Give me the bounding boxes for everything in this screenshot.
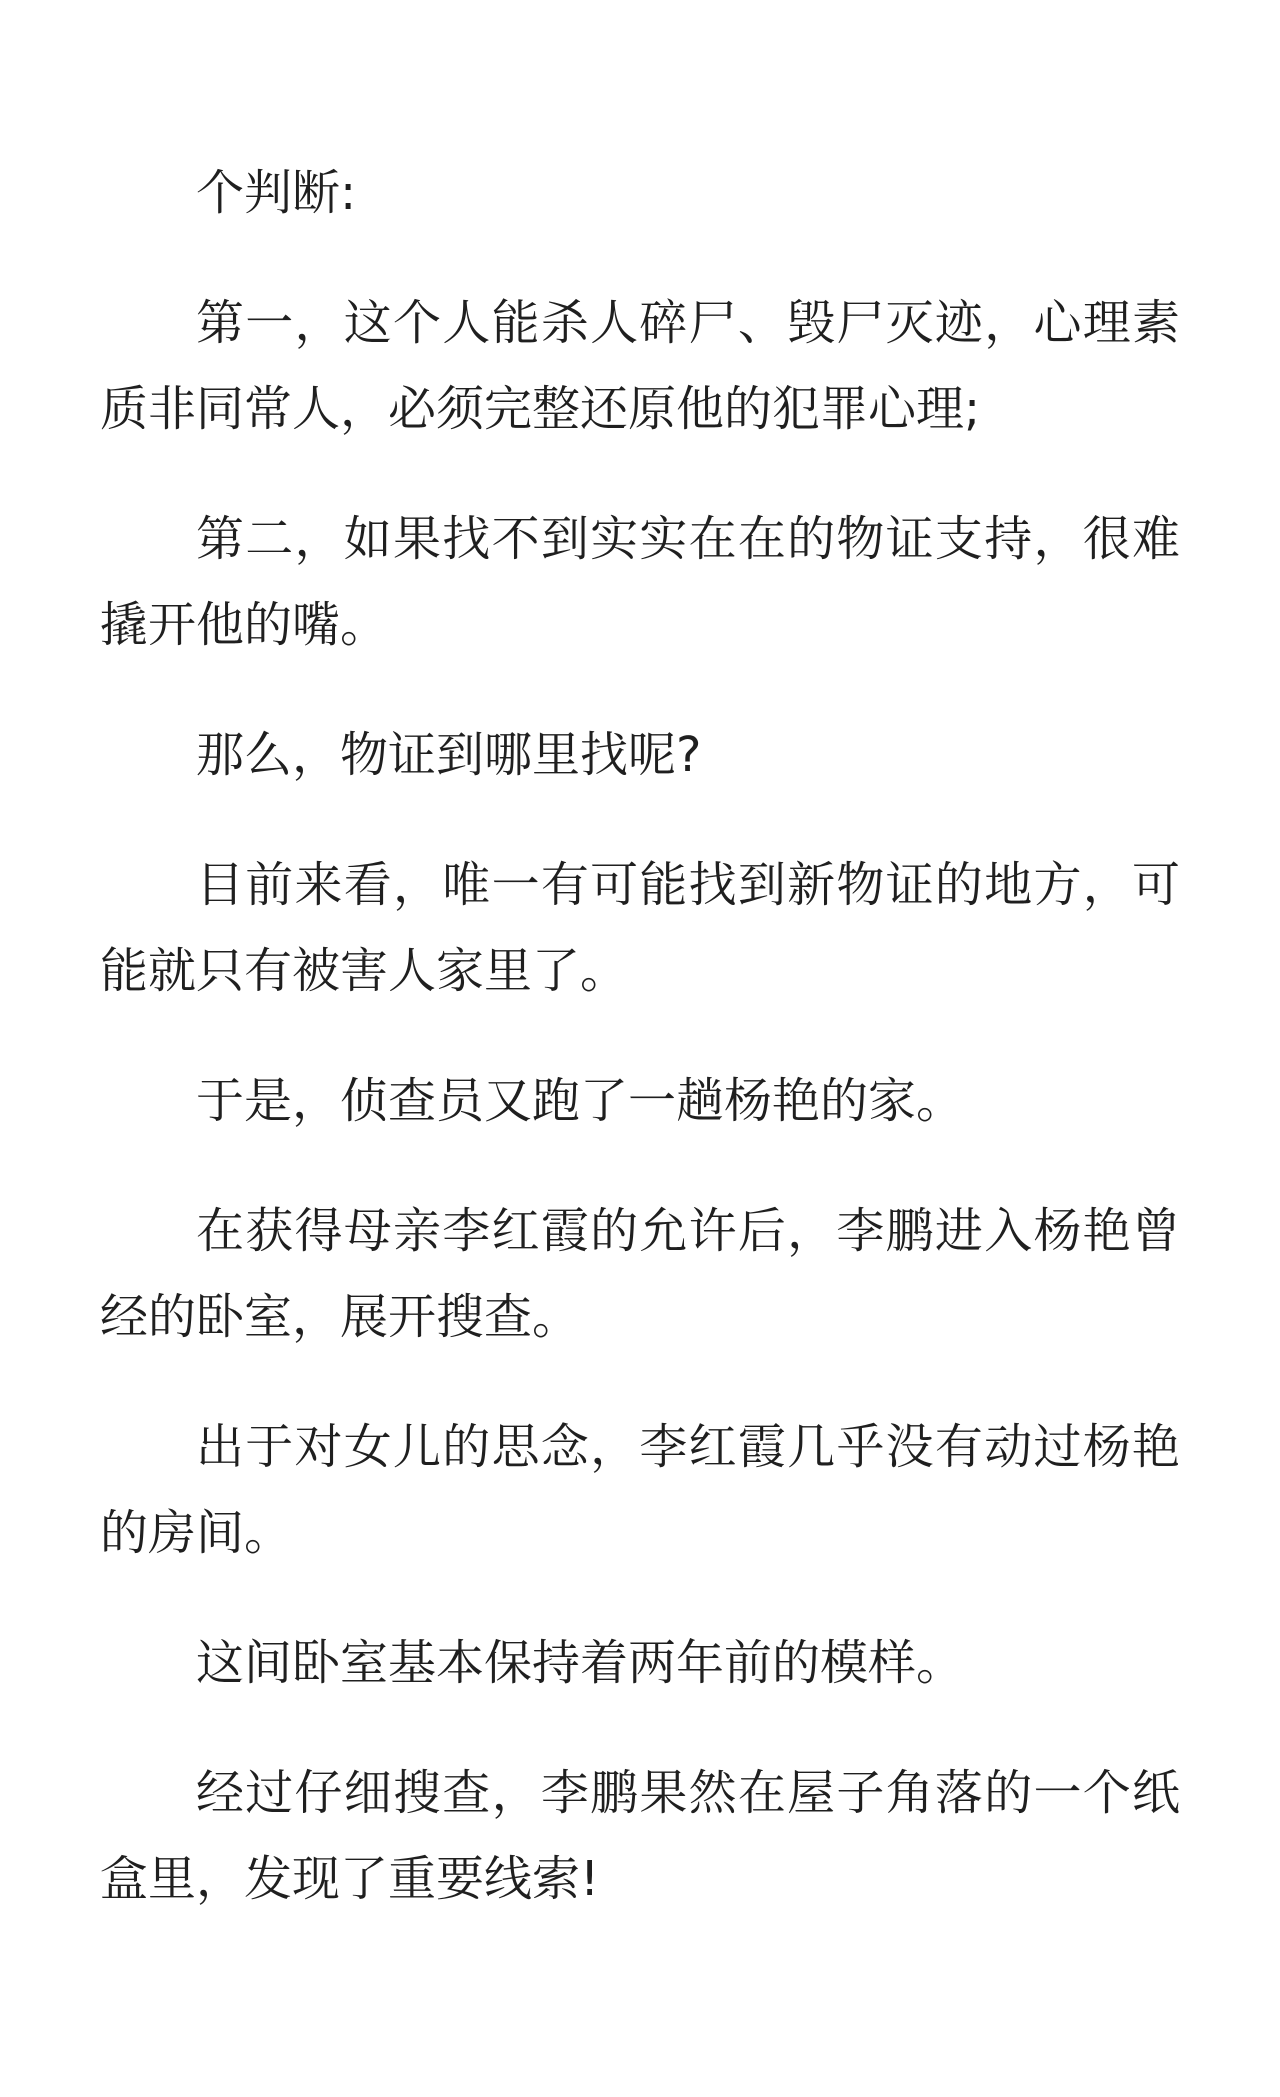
paragraph-10: 经过仔细搜查，李鹏果然在屋子角落的一个纸盒里，发现了重要线索! — [100, 1765, 1180, 1907]
paragraph-8: 出于对女儿的思念，李红霞几乎没有动过杨艳的房间。 — [100, 1419, 1180, 1561]
article-body — [100, 150, 1180, 1966]
paragraph-7: 在获得母亲李红霞的允许后，李鹏进入杨艳曾经的卧室，展开搜查。 — [100, 1203, 1180, 1345]
paragraph-9: 这间卧室基本保持着两年前的模样。 — [196, 1635, 965, 1691]
paragraph-3: 第二，如果找不到实实在在的物证支持，很难撬开他的嘴。 — [100, 511, 1180, 653]
paragraph-5: 目前来看，唯一有可能找到新物证的地方，可能就只有被害人家里了。 — [100, 857, 1180, 999]
paragraph-1: 个判断: — [196, 165, 357, 221]
paragraph-2: 第一，这个人能杀人碎尸、毁尸灭迹，心理素质非同常人，必须完整还原他的犯罪心理; — [100, 295, 1180, 437]
paragraph-6: 于是，侦查员又跑了一趟杨艳的家。 — [196, 1073, 965, 1129]
paragraph-4: 那么，物证到哪里找呢? — [196, 727, 702, 783]
